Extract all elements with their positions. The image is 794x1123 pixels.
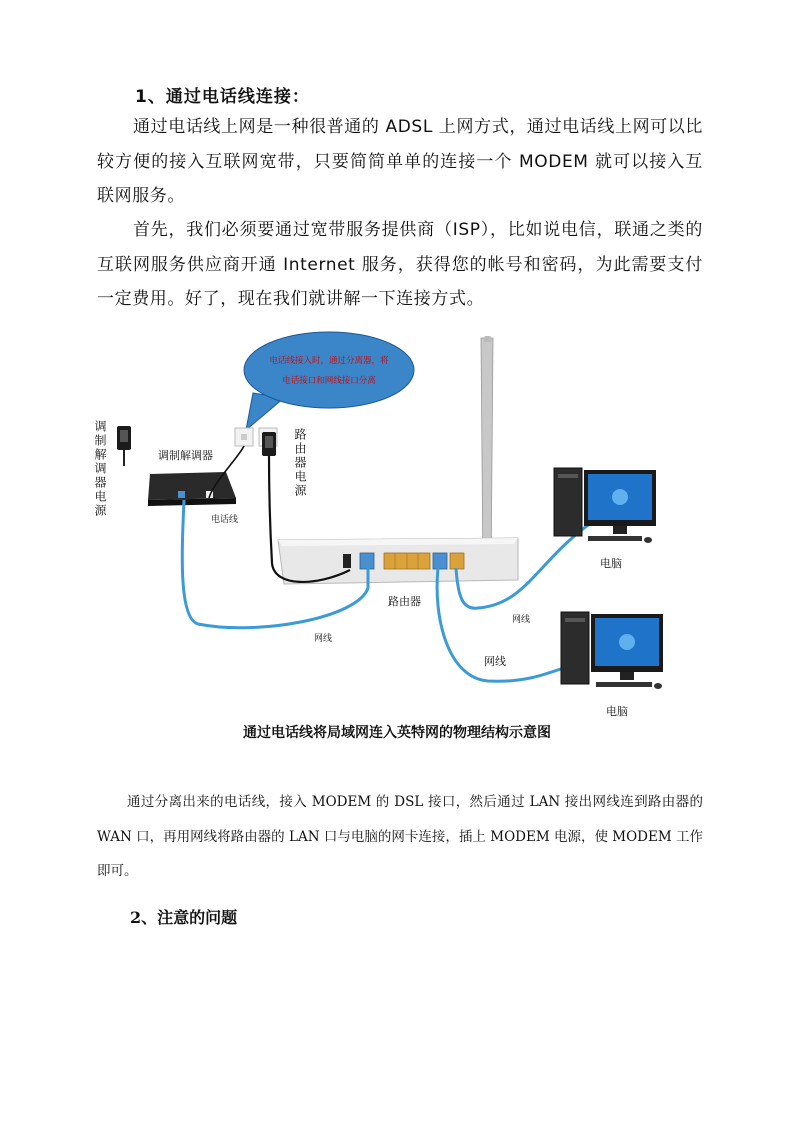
router-power-adapter <box>262 432 276 456</box>
computer-1-label: 电脑 <box>600 557 622 570</box>
modem-label: 调制解调器 <box>158 449 213 462</box>
computer-2 <box>561 612 663 718</box>
phone-line-label: 电话线 <box>211 515 239 525</box>
network-diagram <box>88 318 708 730</box>
modem-power-label: 调制解调器电源 <box>93 420 107 518</box>
net-cable-label-1: 网线 <box>314 634 333 644</box>
net-cable-label-3: 网线 <box>484 655 506 668</box>
computer-1 <box>554 468 656 570</box>
paragraph-1: 通过电话线上网是一种很普通的 ADSL 上网方式，通过电话线上网可以比较方便的接入互联网宽带，只要简简单单的连接一个 MODEM 就可以接入互联网服务。 <box>97 117 703 206</box>
callout-text-1: 电话线接入时，通过分离器，将 <box>269 356 389 366</box>
net-cable-label-2: 网线 <box>512 615 531 625</box>
callout-bubble <box>244 332 414 430</box>
computer-2-label: 电脑 <box>606 705 628 718</box>
modem <box>148 448 238 525</box>
paragraph-2: 首先，我们必须要通过宽带服务提供商（ISP），比如说电信，联通之类的互联网服务供应商开通 Internet 服务，获得您的帐号和密码，为此需要支付一定费用。好了，现在我们就讲解一下连接方式。 <box>97 220 703 309</box>
router <box>278 538 518 608</box>
router-power-label: 路由器电源 <box>293 428 307 498</box>
modem-power-adapter <box>117 426 131 466</box>
callout-text-2: 电话接口和网线接口分离 <box>282 376 376 386</box>
router-label: 路由器 <box>388 595 421 608</box>
figure-caption: 通过电话线将局域网连入英特网的物理结构示意图 <box>243 725 551 741</box>
paragraph-3: 通过分离出来的电话线，接入 MODEM 的 DSL 接口，然后通过 LAN 接出网线连到路由器的 WAN 口，再用网线将路由器的 LAN 口与电脑的网卡连接，插上 MODEM 电源，使 MODEM 工作即可。 <box>97 794 703 879</box>
section-heading-2: 2、注意的问题 <box>130 908 238 927</box>
section-heading-1: 1、通过电话线连接： <box>135 87 310 107</box>
